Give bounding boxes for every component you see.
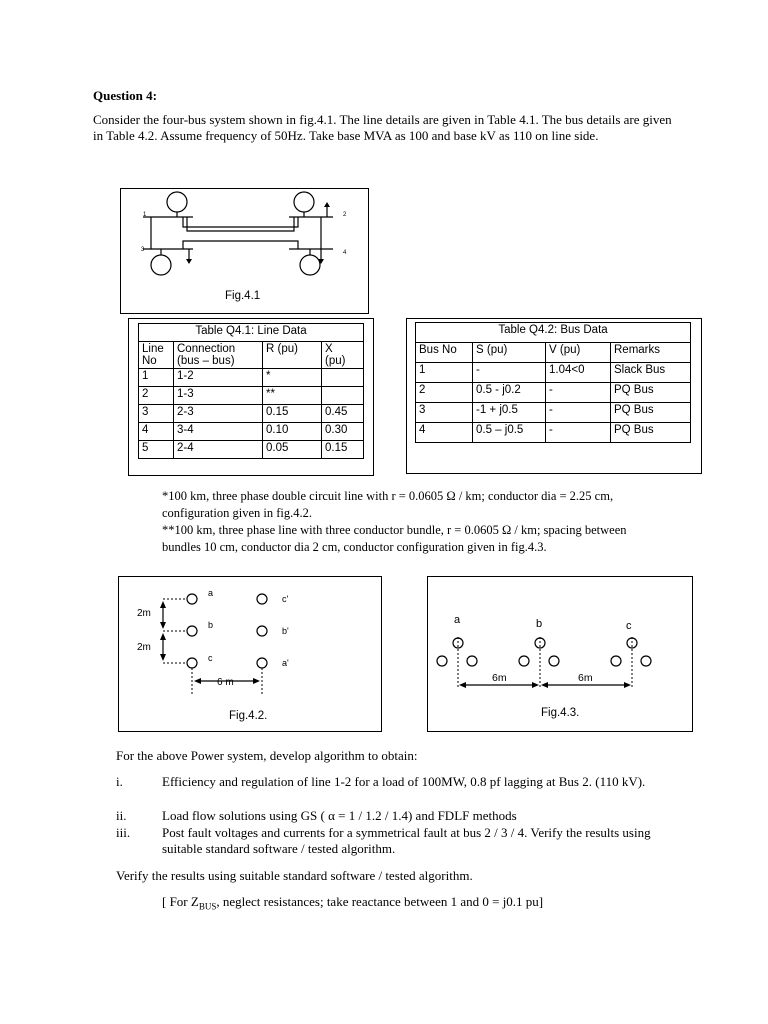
generator-bus2 bbox=[294, 192, 314, 212]
task-text-2: Load flow solutions using GS ( α = 1 / 1.2 / 1.4) and FDLF methods bbox=[162, 808, 517, 823]
task-text-3: Post fault voltages and currents for a symmetrical fault at bus 2 / 3 / 4. Verify the results using suitable standard software / tested algorithm. bbox=[162, 825, 651, 856]
task-num-2: ii. bbox=[116, 808, 127, 823]
task-num-1: i. bbox=[116, 774, 123, 789]
label-b: b bbox=[208, 620, 214, 630]
header-line: Line bbox=[142, 343, 164, 355]
table-row: 3 -1 + j0.5 - PQ Bus bbox=[416, 403, 691, 423]
header-connection: Connection bbox=[177, 343, 236, 355]
table-bus-data-box bbox=[406, 318, 702, 474]
conductor-c bbox=[187, 658, 197, 668]
note-line-1-3: **100 km, three phase line with three conductor bundle, r = 0.0605 Ω / km; spacing between bundles 10 cm, conductor dia 2 cm, conductor configuration given in fig.4.3. bbox=[162, 523, 627, 554]
verify-note: Verify the results using suitable standard software / tested algorithm. bbox=[116, 868, 473, 883]
table-bus-data bbox=[415, 322, 691, 443]
table-bus-caption: Table Q4.2: Bus Data bbox=[416, 323, 691, 343]
task-text-1: Efficiency and regulation of line 1-2 for a load of 100MW, 0.8 pf lagging at Bus 2. (110 kV). bbox=[162, 774, 646, 789]
conductor-a-prime bbox=[257, 658, 267, 668]
table-line-data: Table Q4.1: Line Data Line No Connection (bus – bus) R (pu) X (pu) 1 1-2 * 2 1-3 ** 3 2-3 0.15 0.45 4 3-4 0.10 0.30 5 2-4 0.05 0.15 bbox=[138, 323, 364, 459]
table-row: 2 1-3 ** bbox=[139, 387, 364, 405]
fig-4-1 bbox=[120, 188, 369, 314]
table-line-caption: Table Q4.1: Line Data bbox=[139, 324, 364, 342]
dim-2m-lower: 2m bbox=[137, 642, 151, 653]
table-row: 4 3-4 0.10 0.30 bbox=[139, 423, 364, 441]
header-v: V (pu) bbox=[546, 343, 611, 363]
bus-label-3: 3 bbox=[141, 247, 145, 253]
table-row: 5 2-4 0.05 0.15 bbox=[139, 441, 364, 459]
header-s: S (pu) bbox=[473, 343, 546, 363]
label-a-prime: a' bbox=[282, 658, 289, 668]
fig-4-1-caption: Fig.4.1 bbox=[225, 290, 261, 302]
conductor-b-prime bbox=[257, 626, 267, 636]
dim-6m: 6 m bbox=[217, 677, 234, 688]
label-a: a bbox=[208, 588, 214, 598]
fig-4-3 bbox=[427, 576, 693, 732]
label-c-prime: c' bbox=[282, 594, 289, 604]
dim-2m-upper: 2m bbox=[137, 608, 151, 619]
fig-4-2 bbox=[118, 576, 382, 732]
conductor-c-prime bbox=[257, 594, 267, 604]
fig-4-2-caption: Fig.4.2. bbox=[229, 710, 268, 722]
question-intro: Consider the four-bus system shown in fig.4.1. The line details are given in Table 4.1. The bus details are given in Table 4.2. Assume frequency of 50Hz. Take base MVA as 100 and base kV as 110 on line side. bbox=[93, 112, 672, 143]
header-r: R (pu) bbox=[266, 343, 298, 355]
bus-label-2: 2 bbox=[343, 212, 347, 218]
tasks-lead: For the above Power system, develop algorithm to obtain: bbox=[116, 748, 418, 763]
label-bundle-c: c bbox=[626, 620, 632, 632]
task-num-3: iii. bbox=[116, 825, 131, 840]
fig-4-3-caption: Fig.4.3. bbox=[541, 707, 580, 719]
label-bundle-a: a bbox=[454, 614, 461, 626]
question-title: Question 4: bbox=[93, 88, 157, 103]
header-bus-no: Bus No bbox=[416, 343, 473, 363]
table-row: 1 - 1.04<0 Slack Bus bbox=[416, 363, 691, 383]
dim-6m-second: 6m bbox=[578, 672, 593, 684]
bus-label-1: 1 bbox=[143, 212, 147, 218]
table-row: 3 2-3 0.15 0.45 bbox=[139, 405, 364, 423]
table-row: 4 0.5 – j0.5 - PQ Bus bbox=[416, 423, 691, 443]
table-row: 2 0.5 - j0.2 - PQ Bus bbox=[416, 383, 691, 403]
generator-bus3 bbox=[151, 255, 171, 275]
label-c: c bbox=[208, 653, 213, 663]
label-bundle-b: b bbox=[536, 618, 543, 630]
double-circuit-configuration bbox=[119, 577, 381, 731]
bus-label-4: 4 bbox=[343, 250, 347, 256]
zbus-note: [ For $Z_{BUS}$, neglect resistances; take reactance between 1 and 0 = j0.1 pu] bbox=[162, 894, 544, 912]
note-line-1-2: *100 km, three phase double circuit line with r = 0.0605 Ω / km; conductor dia = 2.25 cm, configuration given in fig.4.2. bbox=[162, 489, 614, 520]
label-b-prime: b' bbox=[282, 626, 289, 636]
table-line-data-box bbox=[128, 318, 374, 476]
dim-6m-first: 6m bbox=[492, 672, 507, 684]
generator-bus1 bbox=[167, 192, 187, 212]
table-row: 1 1-2 * bbox=[139, 369, 364, 387]
conductor-b bbox=[187, 626, 197, 636]
header-x: X bbox=[325, 343, 333, 355]
conductor-a bbox=[187, 594, 197, 604]
generator-bus4 bbox=[300, 255, 320, 275]
header-remarks: Remarks bbox=[611, 343, 691, 363]
